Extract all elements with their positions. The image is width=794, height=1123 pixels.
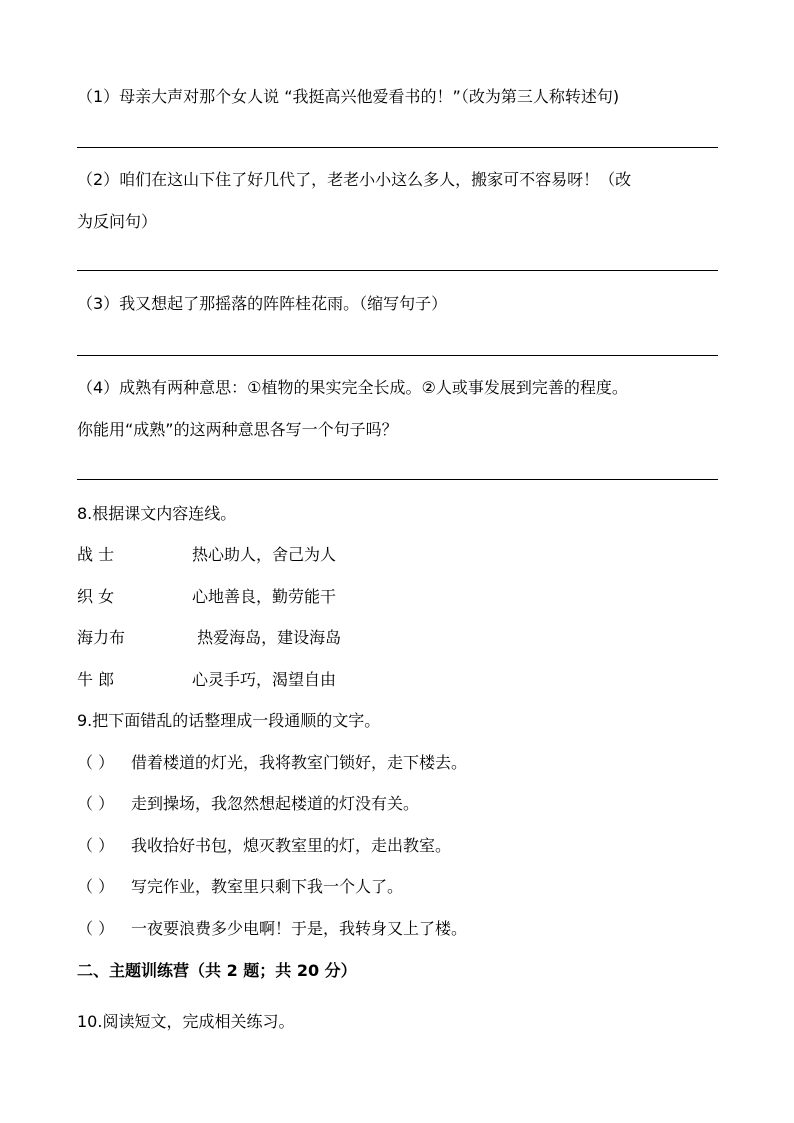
q8-pair-row bbox=[77, 587, 336, 607]
q8-pair-row bbox=[77, 545, 336, 565]
q8-pair-desc[interactable]: 热爱海岛，建设海岛 bbox=[192, 628, 342, 647]
q8-pair-name[interactable]: 海力布 bbox=[77, 628, 126, 647]
order-bracket[interactable]: （ ） bbox=[77, 836, 115, 855]
q9-sentence: 写完作业，教室里只剩下我一个人了。 bbox=[131, 877, 404, 896]
q7-item-2-line-1: （2）咱们在这山下住了好几代了，老老小小这么多人，搬家可不容易呀！（改 bbox=[77, 170, 632, 189]
q9-sentence-row bbox=[77, 877, 403, 897]
q9-sentence: 我收拾好书包，熄灭教室里的灯，走出教室。 bbox=[131, 836, 452, 855]
q8-pair-row bbox=[77, 670, 336, 690]
q8-pair-row bbox=[77, 628, 341, 648]
q8-pair-desc[interactable]: 心地善良，勤劳能干 bbox=[192, 587, 337, 606]
q9-sentence: 走到操场，我忽然想起楼道的灯没有关。 bbox=[131, 794, 420, 813]
q10-title: 10.阅读短文，完成相关练习。 bbox=[77, 1012, 295, 1031]
q8-pair-name[interactable]: 牛 郎 bbox=[77, 670, 115, 689]
q8-pair-name[interactable]: 织 女 bbox=[77, 587, 115, 606]
order-bracket[interactable]: （ ） bbox=[77, 877, 115, 896]
q7-item-4-line-2: 你能用“成熟”的这两种意思各写一个句子吗？ bbox=[77, 420, 398, 439]
section-heading: 二、主题训练营（共 2 题；共 20 分） bbox=[77, 961, 357, 980]
q8-pair-desc[interactable]: 热心助人，舍己为人 bbox=[192, 545, 337, 564]
order-bracket[interactable]: （ ） bbox=[77, 753, 115, 772]
q7-item-2-line-2: 为反问句） bbox=[77, 212, 158, 231]
answer-line-2[interactable] bbox=[77, 270, 718, 271]
q9-sentence: 借着楼道的灯光，我将教室门锁好，走下楼去。 bbox=[131, 753, 468, 772]
order-bracket[interactable]: （ ） bbox=[77, 794, 115, 813]
q9-sentence-row bbox=[77, 836, 451, 856]
order-bracket[interactable]: （ ） bbox=[77, 919, 115, 938]
q9-sentence-row bbox=[77, 919, 467, 939]
answer-line-4[interactable] bbox=[77, 479, 718, 480]
q9-sentence-row bbox=[77, 753, 467, 773]
q7-item-4-line-1: （4）成熟有两种意思：①植物的果实完全长成。②人或事发展到完善的程度。 bbox=[77, 378, 628, 397]
q8-pair-name[interactable]: 战 士 bbox=[77, 545, 115, 564]
answer-line-3[interactable] bbox=[77, 355, 718, 356]
q8-pair-desc[interactable]: 心灵手巧，渴望自由 bbox=[192, 670, 337, 689]
q9-title: 9.把下面错乱的话整理成一段通顺的文字。 bbox=[77, 711, 381, 730]
q8-title: 8.根据课文内容连线。 bbox=[77, 504, 237, 523]
q9-sentence: 一夜要浪费多少电啊！于是，我转身又上了楼。 bbox=[131, 919, 468, 938]
answer-line-1[interactable] bbox=[77, 147, 718, 148]
q9-sentence-row bbox=[77, 794, 419, 814]
q7-item-1: （1）母亲大声对那个女人说 “我挺高兴他爱看书的！”（改为第三人称转述句) bbox=[77, 87, 620, 106]
q7-item-3: （3）我又想起了那摇落的阵阵桂花雨。（缩写句子） bbox=[77, 294, 448, 313]
